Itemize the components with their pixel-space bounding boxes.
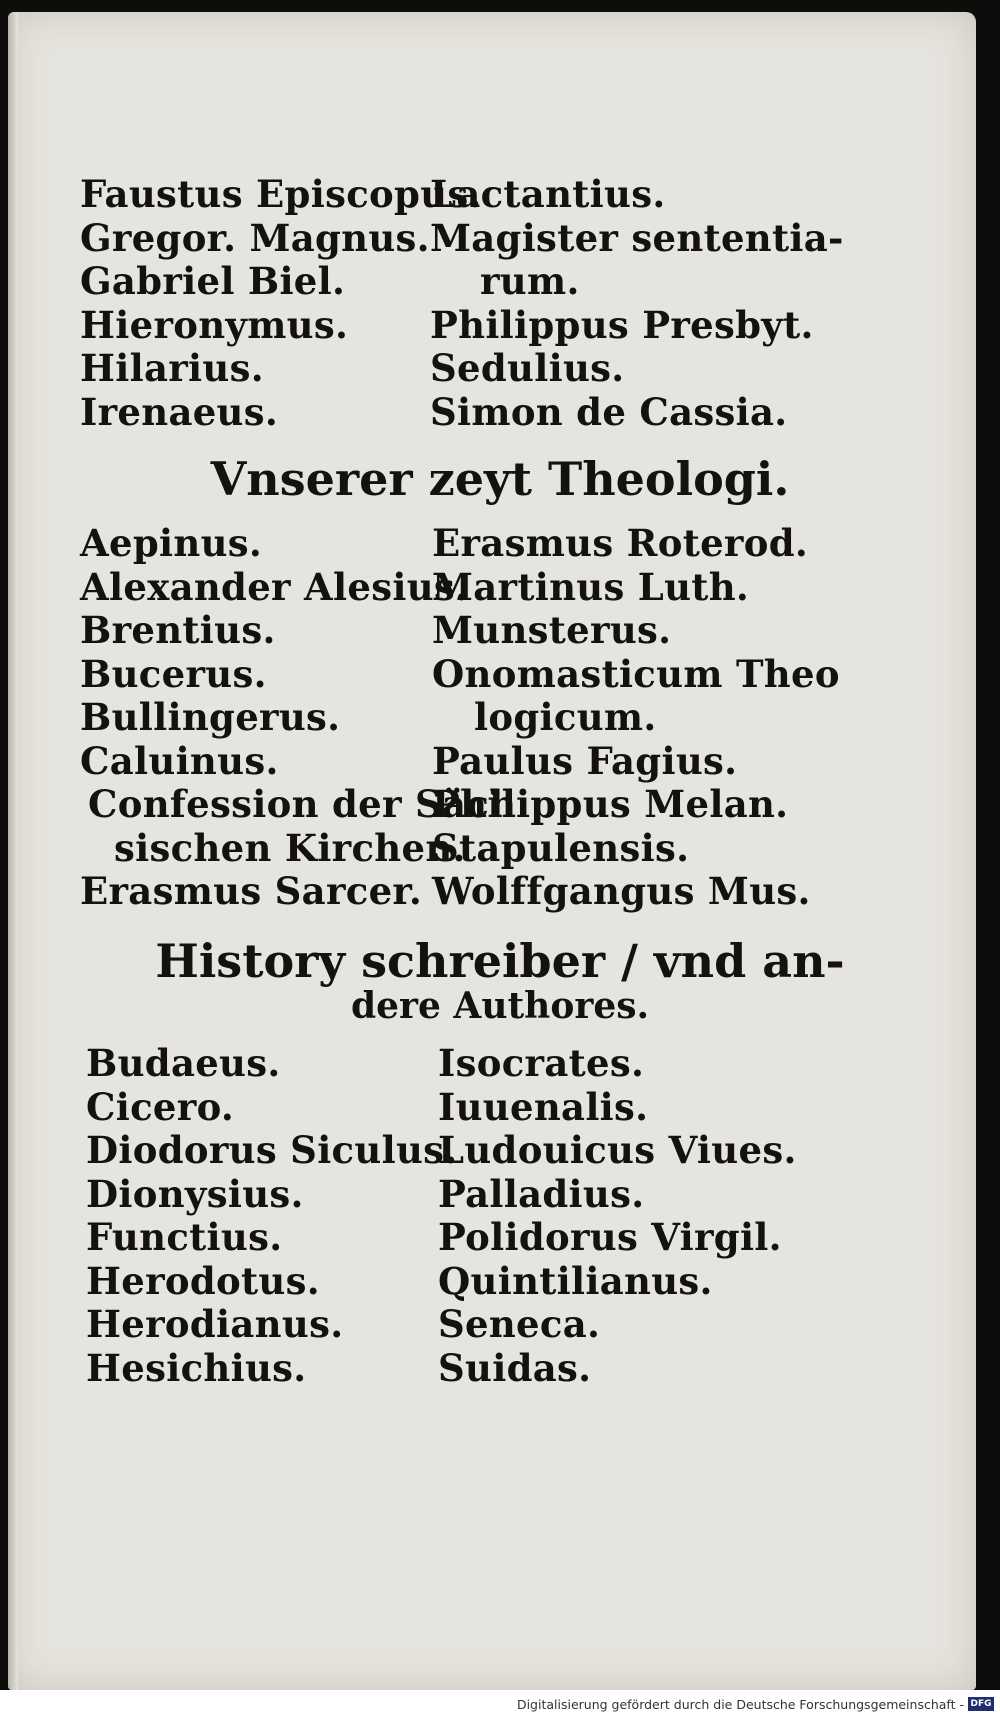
list-item: Bullingerus. <box>80 695 341 739</box>
list-item: Wolffgangus Mus. <box>432 869 811 913</box>
list-item: Gabriel Biel. <box>80 259 346 303</box>
list-item: Functius. <box>86 1215 283 1259</box>
list-item: Erasmus Roterod. <box>432 521 809 565</box>
footer-credit: Digitalisierung gefördert durch die Deutsche Forschungsgemeinschaft - <box>516 1697 964 1712</box>
list-item: Dionysius. <box>86 1171 304 1216</box>
list-item: Polidorus Virgil. <box>438 1215 782 1259</box>
list-item: Hilarius. <box>80 346 264 390</box>
list-item: Gregor. Magnus. <box>80 215 430 260</box>
list-item: Diodorus Siculus. <box>86 1128 458 1172</box>
section2-right-column <box>432 522 840 914</box>
list-item: Isocrates. <box>438 1041 645 1085</box>
list-item: Budaeus. <box>86 1041 281 1085</box>
list-item: Quintilianus. <box>438 1258 713 1303</box>
list-item: Faustus Episcopus. <box>80 172 482 216</box>
list-item: Alexander Alesius. <box>80 564 469 609</box>
list-item: Palladius. <box>438 1171 645 1216</box>
list-item: Philippus Melan. <box>432 782 789 826</box>
list-item: Aepinus. <box>80 521 263 565</box>
list-item: Munsterus. <box>432 608 672 652</box>
list-item: Suidas. <box>438 1345 592 1390</box>
page-edge-shadow <box>8 12 18 1690</box>
list-item: Irenaeus. <box>80 389 279 434</box>
list-item: Hieronymus. <box>80 302 349 347</box>
list-item: Magister sententia- <box>430 215 844 260</box>
list-item: sischen Kirchen. <box>114 825 466 870</box>
list-item: Philippus Presbyt. <box>430 302 814 347</box>
footer-bar <box>0 1690 1000 1718</box>
section1-left-column <box>80 173 482 434</box>
section3-subheading: dere Authores. <box>350 985 650 1027</box>
list-item: Herodotus. <box>86 1258 320 1303</box>
dfg-logo: DFG <box>968 1697 994 1711</box>
list-item: Lactantius. <box>430 172 666 216</box>
section3-heading: History schreiber / vnd an- <box>155 934 845 988</box>
section2-heading: Vnserer zeyt Theologi. <box>210 452 790 506</box>
list-item: Confession der Säch <box>88 782 517 826</box>
section3-left-column <box>86 1042 457 1390</box>
list-item: Cicero. <box>86 1084 235 1129</box>
list-item: Stapulensis. <box>432 825 690 870</box>
list-item: logicum. <box>474 695 657 739</box>
section3-right-column <box>438 1042 797 1390</box>
section1-right-column <box>430 173 844 434</box>
list-item: rum. <box>480 259 580 303</box>
list-item: Hesichius. <box>86 1345 307 1390</box>
list-item: Herodianus. <box>86 1302 344 1346</box>
list-item: Paulus Fagius. <box>432 738 738 783</box>
list-item: Ludouicus Viues. <box>438 1128 797 1172</box>
list-item: Caluinus. <box>80 738 279 783</box>
list-item: Brentius. <box>80 608 276 652</box>
list-item: Bucerus. <box>80 651 267 696</box>
list-item: Onomasticum Theo <box>432 651 840 696</box>
list-item: Seneca. <box>438 1302 601 1346</box>
list-item: Erasmus Sarcer. <box>80 869 422 913</box>
list-item: Martinus Luth. <box>432 564 750 609</box>
list-item: Simon de Cassia. <box>430 389 788 434</box>
list-item: Sedulius. <box>430 346 625 390</box>
list-item: Iuuenalis. <box>438 1084 649 1129</box>
